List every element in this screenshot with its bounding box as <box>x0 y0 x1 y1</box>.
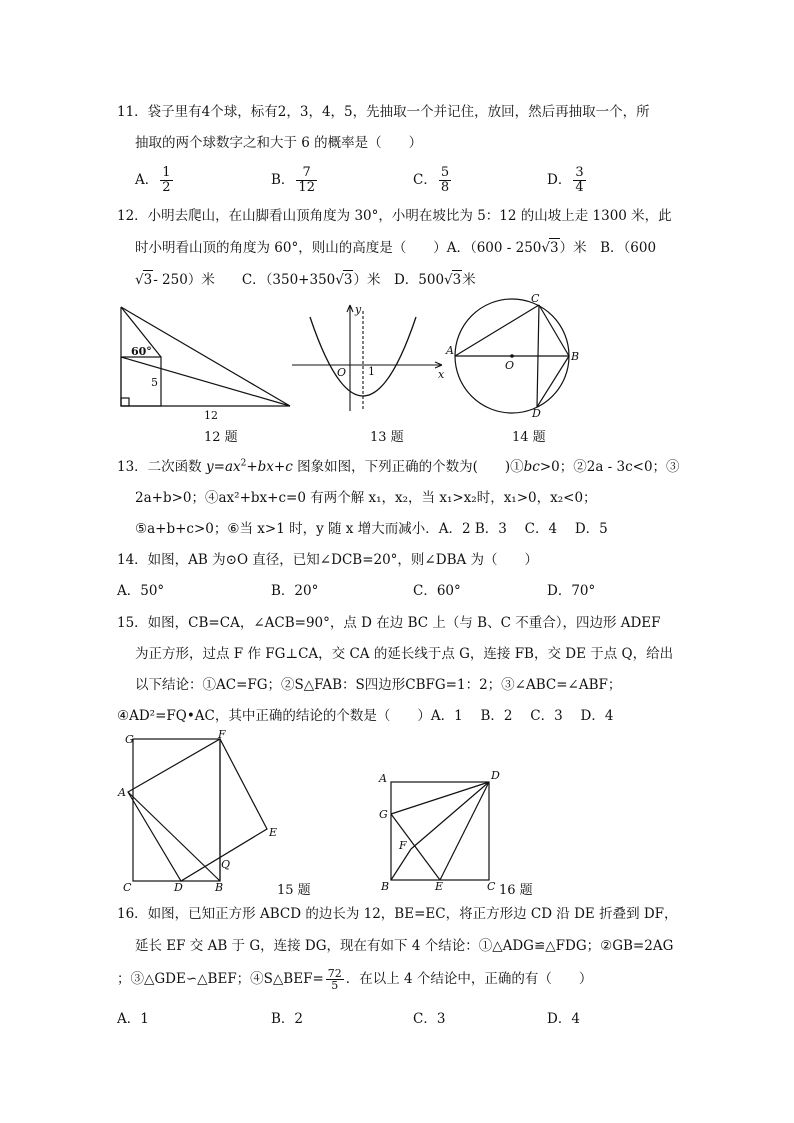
q15-line2: 为正方形，过点 F 作 FG⊥CA，交 CA 的延长线于点 G，连接 FB，交 DE 于点 Q，给出 <box>135 646 674 662</box>
q14-option-b: B．20° <box>271 583 319 599</box>
q11-option-b: B． $\frac{7}{12}$ <box>271 165 315 195</box>
fig14-label-o: O <box>505 359 515 372</box>
q13-line2: 2a+b>0；④ax²+bx+c=0 有两个解 x₁，x₂，当 x₁>x₂时，x₁>0，x₂<0； <box>135 490 597 506</box>
q14-option-d: D．70° <box>547 583 596 599</box>
fig14-label-a: A <box>446 344 454 357</box>
figure-12 <box>118 305 298 445</box>
q15-line3: 以下结论：①AC=FG；②S△FAB：S四边形CBFG=1：2；③∠ABC=∠ABF； <box>135 677 622 693</box>
q16-line1: 16．如图，已知正方形 ABCD 的边长为 12，BE=EC，将正方形边 CD 沿 DE 折叠到 DF， <box>117 906 678 922</box>
fig15-label-e: E <box>269 826 278 839</box>
fig15-label-q: Q <box>221 858 231 871</box>
q16-option-c: C．3 <box>413 1011 446 1027</box>
fig16-label-g: G <box>379 808 388 821</box>
q12-line2: 时小明看山顶的角度为 60°，则山的高度是（ ）A．（600 - 250√3）米 B．（600 <box>135 240 657 256</box>
q16-line2: 延长 EF 交 AB 于 G，连接 DG，现在有如下 4 个结论：①△ADG≌△FDG；②GB=2AG <box>135 938 674 954</box>
fig13-y-label: y <box>355 303 362 316</box>
fig16-label-b: B <box>381 880 390 893</box>
q11-option-d: D． $\frac{3}{4}$ <box>547 165 584 195</box>
fig13-x-label: x <box>438 368 445 381</box>
q12-line1: 12．小明去爬山，在山脚看山顶角度为 30°，小明在坡比为 5：12 的山坡上走 1300 米，此 <box>117 208 672 224</box>
q13-line3: ⑤a+b+c>0；⑥当 x>1 时，y 随 x 增大而减小．A．2 B．3 C．4 D．5 <box>135 521 608 537</box>
fig15-label-a: A <box>118 786 126 799</box>
fig13-origin-label: O <box>337 366 347 379</box>
q15-line4: ④AD²=FQ•AC，其中正确的结论的个数是（ ）A．1 B．2 C．3 D．4 <box>117 708 614 724</box>
q11-line2: 抽取的两个球数字之和大于 6 的概率是（ ） <box>135 135 423 151</box>
fig15-label-d: D <box>174 881 183 894</box>
fig13-one-label: 1 <box>368 365 375 378</box>
fig12-angle-label: 60° <box>131 345 152 358</box>
fig16-label-c: C <box>487 880 496 893</box>
q11-option-c: C． $\frac{5}{8}$ <box>413 165 450 195</box>
q14-option-c: C．60° <box>413 583 461 599</box>
fig12-side-label: 5 <box>151 376 158 389</box>
q14-line1: 14．如图，AB 为⊙O 直径，已知∠DCB=20°，则∠DBA 为（ ） <box>117 552 539 568</box>
fig12-base-label: 12 <box>204 409 218 422</box>
q13-line1: 13．二次函数 $y=ax^2+bx+c$ 图象如图，下列正确的个数为( )①bc>0；②2a - 3c<0；③ <box>117 458 680 475</box>
q11-line1: 11．袋子里有4个球，标有2，3，4，5，先抽取一个并记住，放回，然后再抽取一个，所 <box>117 104 650 120</box>
fig16-label-d: D <box>491 769 500 782</box>
fig15-label-f: F <box>218 728 226 741</box>
fig14-label-b: B <box>571 350 580 363</box>
fig16-label-a: A <box>379 772 387 785</box>
fig15-label-g: G <box>125 733 134 746</box>
figure-16 <box>375 766 505 891</box>
fig16-label-f: F <box>399 839 407 852</box>
fig15-label-c: C <box>123 881 132 894</box>
q12-line3: √3- 250）米 C．（350+350√3）米 D．500√3米 <box>135 272 476 288</box>
fig14-label-d: D <box>532 407 541 420</box>
q14-option-a: A．50° <box>117 583 165 599</box>
q16-option-d: D．4 <box>547 1011 580 1027</box>
figure-13 <box>290 303 450 413</box>
fig16-label-e: E <box>435 880 444 893</box>
fig14-caption: 14 题 <box>512 430 546 445</box>
fig15-caption: 15 题 <box>277 883 311 898</box>
fig14-label-c: C <box>531 292 540 305</box>
q11-option-a: A． $\frac{1}{2}$ <box>135 165 171 195</box>
q16-option-a: A．1 <box>117 1011 149 1027</box>
fig15-label-b: B <box>215 881 224 894</box>
q16-line3: ；③△GDE∽△BEF；④S△BEF= $\frac{72}{5}$ ．在以上 4 个结论中，正确的有（ ） <box>117 967 593 992</box>
q15-line1: 15．如图，CB=CA，∠ACB=90°，点 D 在边 BC 上（与 B、C 不重合），四边形 ADEF <box>117 615 661 631</box>
figure-14 <box>445 292 585 422</box>
figure-15 <box>115 728 285 893</box>
fig13-caption: 13 题 <box>370 430 404 445</box>
fig16-caption: 16 题 <box>499 883 533 898</box>
fig12-caption: 12 题 <box>204 430 238 445</box>
q16-option-b: B．2 <box>271 1011 304 1027</box>
